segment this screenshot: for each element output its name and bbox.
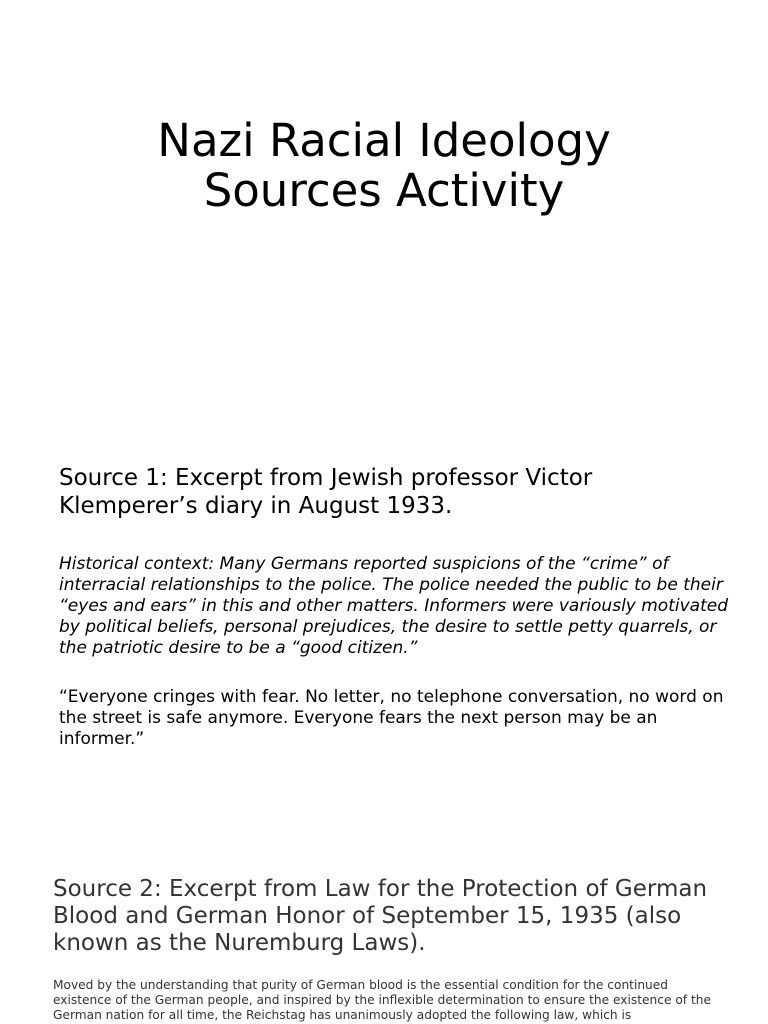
law-excerpt: Moved by the understanding that purity of German blood is the essential condition for the continued existence of the German people, and inspired by the inflexible determination to ensure the existence of the German nation for all time, the Reichstag has unanimously adopted the following law, which is bbox=[53, 978, 711, 1022]
title-line-1: Nazi Racial Ideology bbox=[157, 114, 611, 167]
source-1-slide bbox=[0, 430, 768, 860]
title-slide bbox=[0, 0, 768, 430]
diary-quote: “Everyone cringes with fear. No letter, no telephone conversation, no word on the street is safe anymore. Everyone fears the next person may be an informer.” bbox=[59, 687, 724, 749]
source-2-heading: Source 2: Excerpt from Law for the Protection of German Blood and German Honor of September 15, 1935 (also known as the Nuremburg Laws). bbox=[53, 876, 708, 956]
source-1-heading: Source 1: Excerpt from Jewish professor Victor Klemperer’s diary in August 1933. bbox=[59, 465, 593, 519]
historical-context: Historical context: Many Germans reported suspicions of the “crime” of interracial relationships to the police. The police needed the public to be their “eyes and ears” in this and other matters. Informers were variously motivated by political beliefs, personal prejudices, the desire to settle petty quarrels, or the patriotic desire to be a “good citizen.” bbox=[59, 554, 728, 658]
slide-title bbox=[0, 116, 768, 216]
title-line-2: Sources Activity bbox=[203, 164, 565, 217]
source-2-slide bbox=[0, 860, 768, 1024]
